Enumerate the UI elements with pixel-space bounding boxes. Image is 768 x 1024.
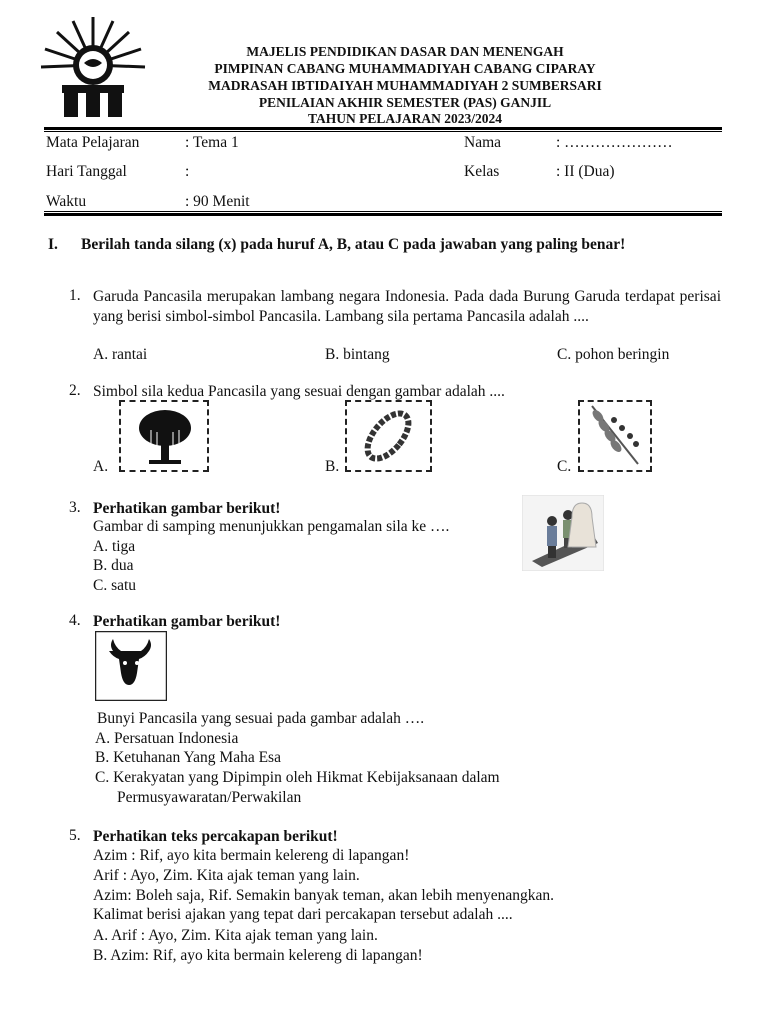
subject-value: : Tema 1 (185, 134, 239, 151)
q2-image-b (345, 400, 432, 472)
header-line-1: MAJELIS PENDIDIKAN DASAR DAN MENENGAH (246, 44, 564, 59)
q4-heading: Perhatikan gambar berikut! (93, 613, 281, 630)
day-label: Hari Tanggal (46, 163, 127, 180)
banyan-tree-icon (121, 402, 207, 470)
q3-option-c: C. satu (93, 577, 137, 594)
q5-number: 5. (69, 827, 81, 844)
name-label: Nama (464, 134, 502, 151)
name-value: : ………………… (556, 134, 673, 151)
header-rule-top-thin (44, 131, 722, 132)
q5-dialogue-2: Arif : Ayo, Zim. Kita ajak teman yang lain. (93, 867, 360, 884)
header-line-4: PENILAIAN AKHIR SEMESTER (PAS) GANJIL (258, 95, 552, 110)
header-line-3: MADRASAH IBTIDAIYAH MUHAMMADIYAH 2 SUMBERSARI (208, 78, 602, 93)
q3-option-b: B. dua (93, 557, 134, 574)
q1-option-b: B. bintang (325, 346, 390, 363)
family-praying-image (522, 495, 604, 571)
header-rule-top (44, 127, 722, 130)
q3-heading: Perhatikan gambar berikut! (93, 500, 281, 517)
q5-text: Kalimat berisi ajakan yang tepat dari percakapan tersebut adalah .... (93, 906, 513, 923)
q1-number: 1. (69, 287, 81, 304)
q1-option-a: A. rantai (93, 346, 148, 363)
q5-option-a: A. Arif : Ayo, Zim. Kita ajak teman yang lain. (93, 927, 378, 944)
bull-head-image (95, 631, 167, 701)
q4-text: Bunyi Pancasila yang sesuai pada gambar adalah …. (97, 710, 425, 727)
q3-number: 3. (69, 499, 81, 516)
q5-dialogue-3: Azim: Boleh saja, Rif. Semakin banyak teman, akan lebih menyenangkan. (93, 887, 554, 904)
q2-option-b: B. (325, 458, 340, 475)
subject-label: Mata Pelajaran (46, 134, 140, 151)
q3-option-a: A. tiga (93, 538, 136, 555)
q5-option-b: B. Azim: Rif, ayo kita bermain kelereng di lapangan! (93, 947, 423, 964)
q4-option-b: B. Ketuhanan Yang Maha Esa (95, 749, 281, 766)
time-label: Waktu (46, 193, 87, 210)
q5-heading: Perhatikan teks percakapan berikut! (93, 828, 338, 845)
q2-text: Simbol sila kedua Pancasila yang sesuai dengan gambar adalah .... (93, 383, 505, 400)
q1-option-c: C. pohon beringin (557, 346, 670, 363)
q4-number: 4. (69, 612, 81, 629)
section-instruction: Berilah tanda silang (x) pada huruf A, B, atau C pada jawaban yang paling benar! (81, 236, 626, 253)
info-rule-bottom (44, 213, 722, 216)
q4-option-c: C. Kerakyatan yang Dipimpin oleh Hikmat Kebijaksanaan dalam (95, 769, 500, 786)
time-value: : 90 Menit (185, 193, 250, 210)
q2-option-c: C. (557, 458, 572, 475)
q2-option-a: A. (93, 458, 109, 475)
muhammadiyah-logo (40, 15, 150, 120)
q2-image-a (119, 400, 209, 472)
section-number: I. (48, 236, 58, 253)
q2-number: 2. (69, 382, 81, 399)
info-rule-thin (44, 211, 722, 212)
header-line-2: PIMPINAN CABANG MUHAMMADIYAH CABANG CIPARAY (214, 61, 596, 76)
header-line-5: TAHUN PELAJARAN 2023/2024 (307, 111, 502, 126)
q2-image-c (578, 400, 652, 472)
class-label: Kelas (464, 163, 500, 180)
day-value: : (185, 163, 190, 180)
chain-icon (347, 402, 430, 470)
class-value: : II (Dua) (556, 163, 615, 180)
q4-option-a: A. Persatuan Indonesia (95, 730, 239, 747)
q1-text: Garuda Pancasila merupakan lambang negara Indonesia. Pada dada Burung Garuda terdapat perisai yang berisi simbol-simbol Pancasila. Lambang sila pertama Pancasila adalah .... (93, 288, 721, 325)
q3-text: Gambar di samping menunjukkan pengamalan sila ke …. (93, 518, 450, 535)
q5-dialogue-1: Azim : Rif, ayo kita bermain kelereng di lapangan! (93, 847, 410, 864)
q4-option-c-continued: Permusyawaratan/Perwakilan (117, 789, 302, 806)
rice-cotton-icon (580, 402, 650, 470)
